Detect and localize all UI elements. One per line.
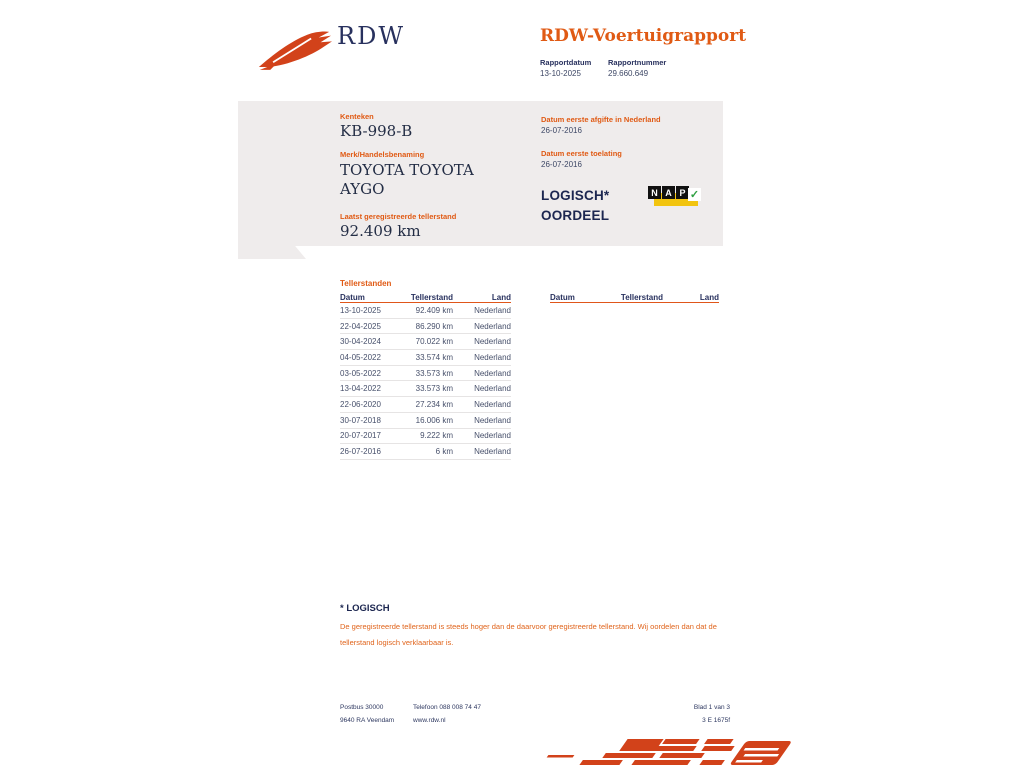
- oordeel-line2: OORDEEL: [541, 208, 610, 223]
- col-header-datum: Datum: [340, 293, 365, 302]
- cell-land: Nederland: [474, 384, 511, 394]
- footer-address-line2: 9640 RA Veendam: [340, 717, 395, 724]
- table-row: [340, 334, 511, 350]
- cell-land: Nederland: [474, 352, 511, 362]
- rdw-wing-logo-icon: [256, 24, 332, 72]
- table2-header-row: [550, 290, 719, 303]
- tellerstand-value: 92.409 km: [340, 222, 421, 240]
- footer-page-info: [630, 701, 730, 727]
- cell-land: Nederland: [474, 368, 511, 378]
- col-header-land: Land: [491, 293, 511, 302]
- nap-check-icon: ✓: [689, 189, 700, 201]
- report-date-value: 13-10-2025: [540, 69, 581, 78]
- nap-letter-n: N: [648, 186, 661, 199]
- kenteken-label: Kenteken: [340, 112, 374, 121]
- table-row: [340, 350, 511, 366]
- footnote-text: De geregistreerde tellerstand is steeds hoger dan de daarvoor geregistreerde tellerstand. Wij oordelen dan dat de tellerstand logisch verklaarbaar is.: [340, 622, 717, 647]
- cell-land: Nederland: [474, 431, 511, 441]
- nap-letter-p: P: [676, 186, 689, 199]
- footer-phone: Telefoon 088 008 74 47: [413, 704, 481, 711]
- nap-letter-a: A: [662, 186, 675, 199]
- cell-datum: 20-07-2017: [340, 431, 381, 441]
- report-number-label: Rapportnummer: [608, 58, 667, 67]
- cell-tellerstand: 33.573 km: [415, 384, 453, 394]
- cell-tellerstand: 70.022 km: [415, 337, 453, 347]
- table-row: [340, 429, 511, 445]
- merk-label: Merk/Handelsbenaming: [340, 150, 425, 159]
- cell-land: Nederland: [474, 321, 511, 331]
- footer-website: www.rdw.nl: [413, 717, 446, 724]
- cell-tellerstand: 9.222 km: [420, 431, 453, 441]
- tellerstanden-table: [340, 290, 511, 460]
- cell-datum: 26-07-2016: [340, 447, 381, 457]
- table-row: [340, 381, 511, 397]
- rdw-wordmark: RDW: [337, 22, 405, 50]
- footer-address: [340, 701, 394, 727]
- cell-datum: 30-04-2024: [340, 337, 381, 347]
- table-row: [340, 319, 511, 335]
- table-row: [340, 413, 511, 429]
- footer-page-number: Blad 1 van 3: [693, 704, 730, 711]
- footer-address-line1: Postbus 30000: [340, 704, 384, 711]
- cell-tellerstand: 92.409 km: [415, 305, 453, 315]
- tellerstand-label: Laatst geregistreerde tellerstand: [340, 212, 457, 221]
- panel-tail-shape: [238, 246, 306, 259]
- cell-land: Nederland: [474, 305, 511, 315]
- rdw-stripes-graphic: [543, 737, 793, 768]
- cell-tellerstand: 33.573 km: [415, 368, 453, 378]
- cell-datum: 13-04-2022: [340, 384, 381, 394]
- cell-datum: 30-07-2018: [340, 415, 381, 425]
- cell-datum: 04-05-2022: [340, 352, 381, 362]
- col-header-datum-2: Datum: [550, 293, 575, 302]
- table-row: [340, 444, 511, 460]
- cell-datum: 22-04-2025: [340, 321, 381, 331]
- cell-tellerstand: 16.006 km: [415, 415, 453, 425]
- cell-land: Nederland: [474, 415, 511, 425]
- footer-form-code: 3 E 1675f: [702, 717, 730, 724]
- toelating-label: Datum eerste toelating: [541, 149, 622, 158]
- table-body: [340, 303, 511, 460]
- cell-land: Nederland: [474, 447, 511, 457]
- page-title: RDW-Voertuigrapport: [540, 26, 747, 46]
- footnote-title: * LOGISCH: [340, 603, 390, 614]
- oordeel-line1: LOGISCH*: [541, 188, 610, 203]
- cell-datum: 03-05-2022: [340, 368, 381, 378]
- cell-land: Nederland: [474, 337, 511, 347]
- toelating-value: 26-07-2016: [541, 160, 582, 169]
- col-header-land-2: Land: [699, 293, 719, 302]
- table-row: [340, 303, 511, 319]
- afgifte-label: Datum eerste afgifte in Nederland: [541, 115, 661, 124]
- tellerstanden-table-2: [550, 290, 719, 303]
- table-header-row: [340, 290, 511, 303]
- cell-tellerstand: 6 km: [435, 447, 453, 457]
- cell-datum: 22-06-2020: [340, 399, 381, 409]
- oordeel-text: [541, 186, 609, 226]
- footer-contact: [413, 701, 481, 727]
- nap-logo: [648, 184, 700, 210]
- report-date-label: Rapportdatum: [540, 58, 592, 67]
- col-header-tellerstand-2: Tellerstand: [620, 293, 663, 302]
- cell-land: Nederland: [474, 399, 511, 409]
- cell-tellerstand: 27.234 km: [415, 399, 453, 409]
- table-row: [340, 366, 511, 382]
- report-number-value: 29.660.649: [608, 69, 649, 78]
- kenteken-value: KB-998-B: [340, 122, 413, 140]
- col-header-tellerstand: Tellerstand: [410, 293, 453, 302]
- cell-tellerstand: 86.290 km: [415, 321, 453, 331]
- merk-value: TOYOTA TOYOTA AYGO: [340, 161, 474, 198]
- afgifte-value: 26-07-2016: [541, 126, 582, 135]
- cell-datum: 13-10-2025: [340, 305, 381, 315]
- tellerstanden-title: Tellerstanden: [340, 279, 392, 288]
- table-row: [340, 397, 511, 413]
- cell-tellerstand: 33.574 km: [415, 352, 453, 362]
